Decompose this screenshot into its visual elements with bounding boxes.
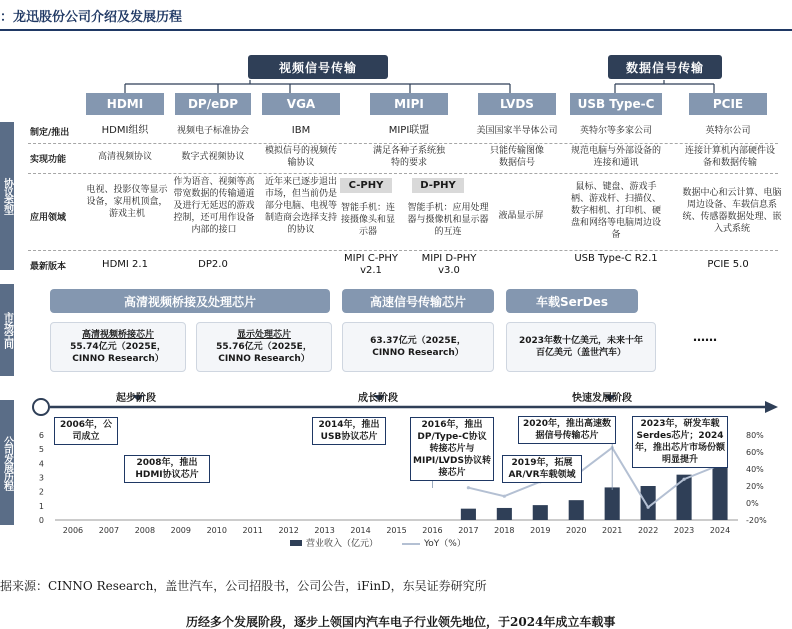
y-left-tick-label: 0: [38, 516, 44, 525]
protocol-pcie: PCIE: [689, 93, 767, 115]
y-right-tick-label: 40%: [746, 465, 764, 474]
protocol-hdmi: HDMI: [86, 93, 164, 115]
market-head-serdes: 车载SerDes: [506, 289, 638, 313]
application-vga: 近年来已逐步退出市场，但当前仍是部分电脑、电视等制造商会选择支持的协议: [264, 177, 337, 235]
version-hdmi: HDMI 2.1: [102, 259, 148, 270]
maker-pcie: 英特尔公司: [705, 126, 751, 136]
market-high-speed-value: 63.37亿元（2025E，CINNO Research）: [370, 336, 466, 358]
x-tick-label: 2011: [242, 526, 263, 535]
row-label-version: 最新版本: [30, 262, 67, 272]
x-tick-label: 2013: [314, 526, 335, 535]
revenue-bar-2019: [533, 505, 548, 520]
legend-revenue-swatch: [290, 540, 302, 546]
x-tick-label: 2020: [566, 526, 587, 535]
market-head-high-speed: 高速信号传输芯片: [342, 289, 494, 313]
market-bridge-value: 55.74亿元（2025E，CINNO Research）: [70, 342, 166, 364]
row-divider: [28, 143, 778, 144]
version-usb: USB Type-C R2.1: [574, 253, 658, 264]
category-data: 数据信号传输: [608, 55, 722, 79]
tag-cphy: C-PHY: [340, 178, 392, 193]
protocol-lvds: LVDS: [478, 93, 556, 115]
y-left-tick-label: 4: [38, 459, 44, 469]
market-cell-high-speed: [342, 322, 494, 372]
event-2019: 2019年，拓展AR/VR车载领域: [502, 455, 582, 483]
application-dphy: 智能手机：应用处理器与摄像机和显示器的互连: [407, 203, 489, 237]
tag-dphy: D-PHY: [412, 178, 464, 193]
x-tick-label: 2009: [170, 526, 191, 535]
protocol-mipi: MIPI: [370, 93, 448, 115]
revenue-bar-2021: [605, 487, 620, 520]
x-tick-label: 2024: [709, 526, 731, 535]
market-cell-bridge: [50, 322, 186, 372]
maker-dp: 视频电子标准协会: [176, 126, 249, 136]
function-dp: 数字式视频协议: [181, 152, 245, 162]
row-label-maker: 制定/推出: [30, 128, 70, 138]
event-2008: 2008年，推出HDMI协议芯片: [124, 455, 210, 483]
application-usb: 鼠标、键盘、游戏手柄、游戏杆、扫描仪、数字相机、打印机、硬盘和网络等电脑周边设备: [570, 182, 661, 240]
row-label-application: 应用领域: [30, 213, 67, 223]
y-left-tick-label: 6: [38, 431, 44, 440]
x-tick-label: 2006: [62, 526, 84, 535]
version-dp: DP2.0: [198, 259, 228, 270]
y-left-tick-label: 2: [38, 487, 44, 497]
function-lvds: 只能传输图像数据信号: [489, 146, 544, 168]
y-right-tick-label: -20%: [746, 516, 767, 525]
y-left-tick-label: 3: [38, 473, 44, 483]
figure-title: ：龙迅股份公司介绍及发展历程: [0, 10, 183, 25]
x-tick-label: 2018: [494, 526, 515, 535]
x-tick-label: 2012: [278, 526, 299, 535]
row-divider: [28, 173, 778, 174]
x-tick-label: 2021: [602, 526, 623, 535]
market-bridge-title: 高清视频桥接芯片: [81, 330, 154, 340]
maker-lvds: 美国国家半导体公司: [476, 126, 558, 136]
x-tick-label: 2008: [134, 526, 156, 535]
yoy-point-2023: [682, 478, 685, 481]
yoy-point-2022: [647, 506, 650, 509]
y-right-tick-label: 80%: [746, 431, 764, 440]
legend-yoy-swatch: [402, 543, 420, 545]
function-pcie: 连接计算机内部硬件设备和数据传输: [684, 146, 775, 168]
x-tick-label: 2017: [458, 526, 479, 535]
x-tick-label: 2014: [350, 526, 371, 535]
stage-growth: 成长阶段: [358, 393, 398, 404]
y-right-tick-label: 20%: [746, 482, 764, 491]
title-rule: [0, 29, 792, 31]
event-2006: 2006年，公司成立: [54, 417, 118, 445]
legend-revenue-label: 营业收入（亿元）: [306, 539, 379, 549]
market-display-value: 55.76亿元（2025E，CINNO Research）: [216, 342, 312, 364]
yoy-point-2018: [503, 495, 506, 498]
revenue-bar-2018: [497, 508, 512, 520]
revenue-bar-2017: [461, 509, 476, 520]
function-usb: 规范电脑与外部设备的连接和通讯: [570, 146, 661, 168]
market-display-title: 显示处理芯片: [236, 330, 291, 340]
application-pcie: 数据中心和云计算、电脑周边设备、车载信息系统、传感器数据处理、嵌入式系统: [682, 188, 782, 234]
row-divider: [28, 250, 778, 251]
function-vga: 模拟信号的视频传输协议: [264, 146, 337, 168]
revenue-bar-2020: [569, 500, 584, 520]
application-dp: 作为语音、视频等高带宽数据的传输通道及进行无延迟的游戏控制，还可用作设备内部的接口: [173, 177, 255, 235]
y-right-tick-label: 60%: [746, 448, 764, 457]
market-more: ……: [693, 330, 717, 344]
revenue-bar-2023: [677, 475, 692, 520]
function-mipi: 满足各种子系统独特的要求: [372, 146, 445, 168]
tab-protocol-type: 协议类型: [0, 122, 14, 270]
market-head-video-bridge: 高清视频桥接及处理芯片: [50, 289, 330, 313]
x-tick-label: 2007: [98, 526, 120, 535]
x-tick-label: 2016: [422, 526, 443, 535]
protocol-vga: VGA: [262, 93, 340, 115]
legend-yoy-label: YoY（%）: [424, 539, 466, 549]
market-cell-serdes: [506, 322, 656, 372]
x-tick-label: 2023: [673, 526, 695, 535]
stage-start: 起步阶段: [116, 393, 156, 404]
tab-market-space: 市场空间: [0, 284, 14, 376]
protocol-usb: USB Type-C: [570, 93, 662, 115]
market-serdes-value: 2023年数十亿美元，未来十年百亿美元（盖世汽车）: [518, 336, 644, 358]
footer-text: 历经多个发展阶段，逐步上领国内汽车电子行业领先地位，于2024年成立车载事: [186, 615, 616, 629]
y-left-tick-label: 5: [38, 445, 44, 455]
x-tick-label: 2019: [530, 526, 551, 535]
x-tick-label: 2010: [206, 526, 227, 535]
x-tick-label: 2022: [637, 526, 659, 535]
event-2020: 2020年，推出高速数据信号传输芯片: [518, 416, 616, 444]
event-2016: 2016年，推出DP/Type-C协议转接芯片与MIPI/LVDS协议转接芯片: [410, 417, 494, 481]
maker-hdmi: HDMI组织: [101, 125, 149, 136]
application-cphy: 智能手机：连接摄像头和显示器: [340, 203, 395, 237]
maker-mipi: MIPI联盟: [388, 125, 430, 136]
protocol-dp: DP/eDP: [175, 93, 251, 115]
y-right-tick-label: 0%: [746, 499, 759, 508]
row-label-function: 实现功能: [30, 155, 67, 165]
source-note: 据来源：CINNO Research，盖世汽车，公司招股书，公司公告，iFinD，东吴证券研究所: [0, 579, 487, 593]
maker-usb: 英特尔等多家公司: [579, 126, 652, 136]
application-lvds: 液晶显示屏: [498, 211, 544, 221]
yoy-point-2017: [467, 486, 470, 489]
version-dphy: MIPI D-PHY v3.0: [421, 253, 477, 276]
tab-history: 公司发展历程: [0, 400, 14, 525]
function-hdmi: 高清视频协议: [97, 152, 152, 162]
category-video: 视频信号传输: [248, 55, 388, 79]
version-pcie: PCIE 5.0: [707, 259, 749, 270]
event-2014: 2014年，推出USB协议芯片: [312, 417, 386, 445]
version-cphy: MIPI C-PHY v2.1: [344, 253, 398, 276]
stage-fast: 快速发展阶段: [572, 393, 632, 404]
maker-vga: IBM: [291, 125, 311, 136]
market-cell-display: [196, 322, 332, 372]
x-tick-label: 2015: [386, 526, 407, 535]
event-2023: 2023年，研发车载Serdes芯片；2024年，推出芯片市场份额明显提升: [632, 416, 728, 468]
application-hdmi: 电视、投影仪等显示设备，家用机顶盒，游戏主机: [86, 185, 168, 219]
y-left-tick-label: 1: [38, 501, 44, 511]
